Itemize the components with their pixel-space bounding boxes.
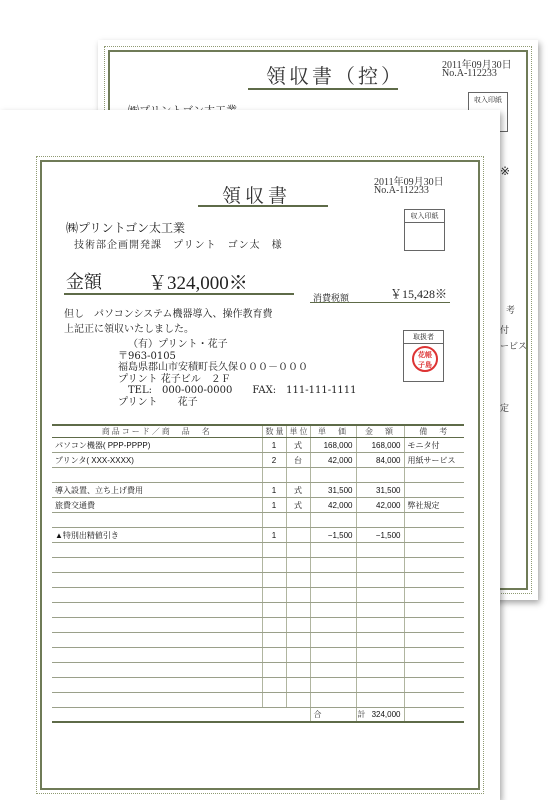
unit-price-cell — [310, 543, 356, 558]
payment-note: 但し パソコンシステム機器導入、操作教育費 — [64, 309, 273, 320]
item-name-cell — [52, 693, 262, 708]
quantity-cell — [262, 618, 286, 633]
amount-cell: 42,000 — [356, 498, 404, 513]
revenue-stamp-label: 収入印紙 — [405, 210, 444, 223]
peek-row: 定 — [500, 403, 510, 413]
unit-price-cell — [310, 603, 356, 618]
unit-cell: 式 — [286, 483, 310, 498]
item-name-cell: プリンタ( XXX-XXXX) — [52, 453, 262, 468]
remarks-cell — [404, 648, 464, 663]
table-row — [52, 618, 464, 633]
item-name-cell — [52, 573, 262, 588]
unit-cell — [286, 618, 310, 633]
quantity-cell — [262, 543, 286, 558]
unit-price-cell — [310, 693, 356, 708]
table-row — [52, 648, 464, 663]
unit-price-cell: 42,000 — [310, 498, 356, 513]
remarks-cell — [404, 678, 464, 693]
title-underline — [198, 205, 328, 207]
table-row — [52, 603, 464, 618]
table-row — [52, 498, 464, 513]
unit-price-cell — [310, 588, 356, 603]
copy-number: No.A-112233 — [442, 68, 497, 79]
quantity-cell: 1 — [262, 438, 286, 453]
handler-label: 取扱者 — [404, 331, 443, 344]
amount-cell — [356, 663, 404, 678]
copy-title: 領収書（控） — [266, 64, 404, 88]
amount-cell — [356, 603, 404, 618]
quantity-cell — [262, 678, 286, 693]
item-name-cell — [52, 468, 262, 483]
tax-label: 消費税額 — [313, 294, 350, 304]
item-name-cell — [52, 678, 262, 693]
remarks-cell: 用紙サービス — [404, 453, 464, 468]
peek-header: 考 — [506, 305, 516, 315]
quantity-cell — [262, 603, 286, 618]
unit-price-cell: 42,000 — [310, 453, 356, 468]
column-header: 数量 — [262, 425, 286, 438]
copy-date: 2011年09月30日 — [442, 60, 512, 71]
table-row — [52, 678, 464, 693]
quantity-cell — [262, 648, 286, 663]
unit-cell — [286, 468, 310, 483]
item-name-cell — [52, 558, 262, 573]
item-name-cell — [52, 648, 262, 663]
unit-price-cell — [310, 618, 356, 633]
remarks-cell — [404, 483, 464, 498]
item-name-cell: 旅費交通費 — [52, 498, 262, 513]
issuer-address: 福島県郡山市安積町長久保０００－０００ — [118, 362, 308, 373]
column-header: 商品コード／商 品 名 — [52, 425, 262, 438]
receipt-title: 領収書 — [222, 185, 292, 207]
quantity-cell: 2 — [262, 453, 286, 468]
table-header — [52, 425, 464, 438]
unit-cell — [286, 648, 310, 663]
unit-price-cell — [310, 678, 356, 693]
revenue-stamp-box — [404, 209, 445, 251]
amount-cell — [356, 693, 404, 708]
peek-mark: ※ — [500, 164, 511, 178]
unit-price-cell: −1,500 — [310, 528, 356, 543]
quantity-cell — [262, 468, 286, 483]
amount-cell — [356, 543, 404, 558]
total-label: 合 計 — [310, 708, 356, 722]
total-row — [52, 708, 464, 722]
quantity-cell — [262, 588, 286, 603]
table-row — [52, 513, 464, 528]
table-row — [52, 483, 464, 498]
unit-cell — [286, 663, 310, 678]
table-row — [52, 633, 464, 648]
amount-cell: −1,500 — [356, 528, 404, 543]
table-row — [52, 558, 464, 573]
table-row — [52, 543, 464, 558]
table-row — [52, 573, 464, 588]
quantity-cell: 1 — [262, 483, 286, 498]
item-name-cell — [52, 663, 262, 678]
amount-cell — [356, 468, 404, 483]
unit-price-cell — [310, 573, 356, 588]
table-row — [52, 693, 464, 708]
table-row — [52, 438, 464, 453]
remarks-cell: 弊社規定 — [404, 498, 464, 513]
item-name-cell: 導入設置、立ち上げ費用 — [52, 483, 262, 498]
quantity-cell — [262, 633, 286, 648]
amount-cell — [356, 558, 404, 573]
amount-value: ￥324,000※ — [148, 273, 248, 294]
personal-seal-icon: 花帳 子島 — [412, 346, 438, 372]
quantity-cell: 1 — [262, 528, 286, 543]
item-name-cell — [52, 633, 262, 648]
receipt-date: 2011年09月30日 — [374, 177, 444, 188]
amount-cell — [356, 678, 404, 693]
unit-cell — [286, 678, 310, 693]
column-header: 単位 — [286, 425, 310, 438]
revenue-stamp-box: 収入印紙 — [468, 92, 508, 132]
column-header: 単 価 — [310, 425, 356, 438]
unit-price-cell — [310, 663, 356, 678]
remarks-cell — [404, 588, 464, 603]
remarks-cell — [404, 543, 464, 558]
unit-cell — [286, 528, 310, 543]
remarks-cell — [404, 663, 464, 678]
unit-price-cell: 168,000 — [310, 438, 356, 453]
unit-cell — [286, 513, 310, 528]
item-name-cell: ▲特別出精値引き — [52, 528, 262, 543]
item-name-cell — [52, 588, 262, 603]
issuer-person: プリント 花子 — [118, 396, 198, 408]
unit-price-cell — [310, 633, 356, 648]
tax-underline — [310, 302, 450, 303]
customer-company: ㈱プリントゴン太工業 — [66, 221, 186, 235]
item-name-cell: パソコン機器( PPP-PPPP) — [52, 438, 262, 453]
table-row — [52, 468, 464, 483]
customer-recipient: 技術部企画開発課 プリント ゴン太 様 — [74, 240, 283, 251]
total-value: 324,000 — [356, 708, 404, 722]
tax-value: ￥15,428※ — [390, 287, 448, 301]
issuer-block — [118, 339, 357, 408]
peek-row: ービス — [500, 341, 528, 351]
item-name-cell — [52, 513, 262, 528]
issuer-name: （有）プリント・花子 — [128, 339, 228, 350]
amount-cell: 84,000 — [356, 453, 404, 468]
remarks-cell — [404, 573, 464, 588]
unit-price-cell: 31,500 — [310, 483, 356, 498]
unit-price-cell — [310, 513, 356, 528]
peek-row: 付 — [500, 325, 510, 335]
unit-cell: 式 — [286, 498, 310, 513]
unit-price-cell — [310, 648, 356, 663]
unit-cell — [286, 558, 310, 573]
unit-cell — [286, 603, 310, 618]
unit-cell — [286, 588, 310, 603]
amount-cell: 31,500 — [356, 483, 404, 498]
item-name-cell — [52, 603, 262, 618]
quantity-cell — [262, 693, 286, 708]
column-header: 備 考 — [404, 425, 464, 438]
quantity-cell — [262, 558, 286, 573]
item-name-cell — [52, 543, 262, 558]
quantity-cell — [262, 573, 286, 588]
remarks-cell — [404, 558, 464, 573]
issuer-postal: 〒963-0105 — [118, 350, 176, 362]
receipt-number: No.A-112233 — [374, 185, 429, 196]
table-row — [52, 588, 464, 603]
amount-cell — [356, 633, 404, 648]
amount-underline — [64, 293, 294, 295]
amount-label: 金額 — [66, 272, 102, 293]
unit-cell — [286, 573, 310, 588]
amount-cell — [356, 513, 404, 528]
item-name-cell — [52, 618, 262, 633]
title-underline — [248, 88, 398, 90]
unit-cell: 式 — [286, 438, 310, 453]
remarks-cell — [404, 633, 464, 648]
items-table — [52, 424, 464, 723]
unit-price-cell — [310, 558, 356, 573]
remarks-cell — [404, 693, 464, 708]
quantity-cell — [262, 513, 286, 528]
issuer-building: プリント 花子ビル ２Ｆ — [118, 373, 231, 385]
unit-cell — [286, 633, 310, 648]
quantity-cell — [262, 663, 286, 678]
amount-cell — [356, 573, 404, 588]
unit-cell: 台 — [286, 453, 310, 468]
remarks-cell — [404, 468, 464, 483]
remarks-cell — [404, 618, 464, 633]
remarks-cell — [404, 603, 464, 618]
table-row — [52, 528, 464, 543]
quantity-cell: 1 — [262, 498, 286, 513]
unit-cell — [286, 693, 310, 708]
amount-cell — [356, 648, 404, 663]
remarks-cell — [404, 513, 464, 528]
amount-cell — [356, 588, 404, 603]
column-header: 金 額 — [356, 425, 404, 438]
table-row — [52, 663, 464, 678]
amount-cell: 168,000 — [356, 438, 404, 453]
unit-price-cell — [310, 468, 356, 483]
remarks-cell: モニタ付 — [404, 438, 464, 453]
unit-cell — [286, 543, 310, 558]
issuer-contact: TEL: 000-000-0000 FAX: 111-111-1111 — [128, 385, 357, 396]
handler-box — [403, 330, 444, 382]
amount-cell — [356, 618, 404, 633]
remarks-cell — [404, 528, 464, 543]
receipt-confirmation: 上記正に領収いたしました。 — [64, 324, 194, 335]
table-row — [52, 453, 464, 468]
